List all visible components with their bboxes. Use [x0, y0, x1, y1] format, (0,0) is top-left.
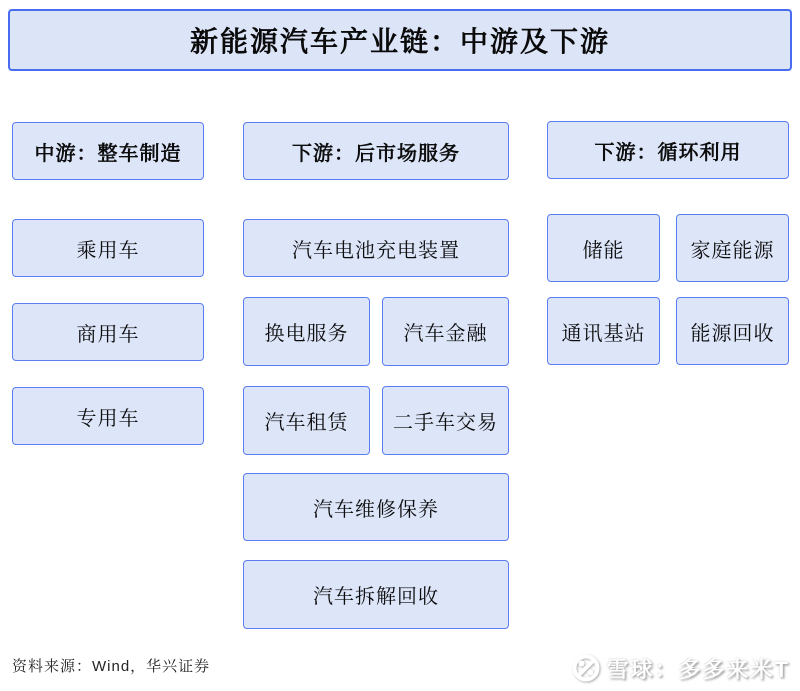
battery-charging-device-box: 汽车电池充电装置	[243, 219, 509, 277]
battery-swap-service-box: 换电服务	[243, 297, 370, 366]
maintenance-repair-box: 汽车维修保养	[243, 473, 509, 541]
special-vehicle-box: 专用车	[12, 387, 204, 445]
commercial-vehicle-box: 商用车	[12, 303, 204, 361]
energy-storage-box: 储能	[547, 214, 660, 282]
data-source-note: 资料来源：Wind，华兴证券	[12, 658, 211, 675]
energy-recovery-box: 能源回收	[676, 297, 789, 365]
used-car-trading-box: 二手车交易	[382, 386, 509, 455]
xueqiu-watermark	[571, 648, 790, 688]
recycling-header: 下游：循环利用	[547, 121, 789, 179]
diagram-title: 新能源汽车产业链：中游及下游	[8, 9, 792, 71]
aftermarket-services-header: 下游：后市场服务	[243, 122, 509, 180]
watermark-text: 雪球：多多来米T	[606, 656, 790, 682]
home-energy-box: 家庭能源	[676, 214, 789, 282]
xueqiu-snowball-icon	[571, 653, 601, 683]
telecom-base-station-box: 通讯基站	[547, 297, 660, 365]
auto-finance-box: 汽车金融	[382, 297, 509, 366]
dismantling-recycling-box: 汽车拆解回收	[243, 560, 509, 629]
passenger-car-box: 乘用车	[12, 219, 204, 277]
car-rental-box: 汽车租赁	[243, 386, 370, 455]
midstream-manufacturing-header: 中游：整车制造	[12, 122, 204, 180]
